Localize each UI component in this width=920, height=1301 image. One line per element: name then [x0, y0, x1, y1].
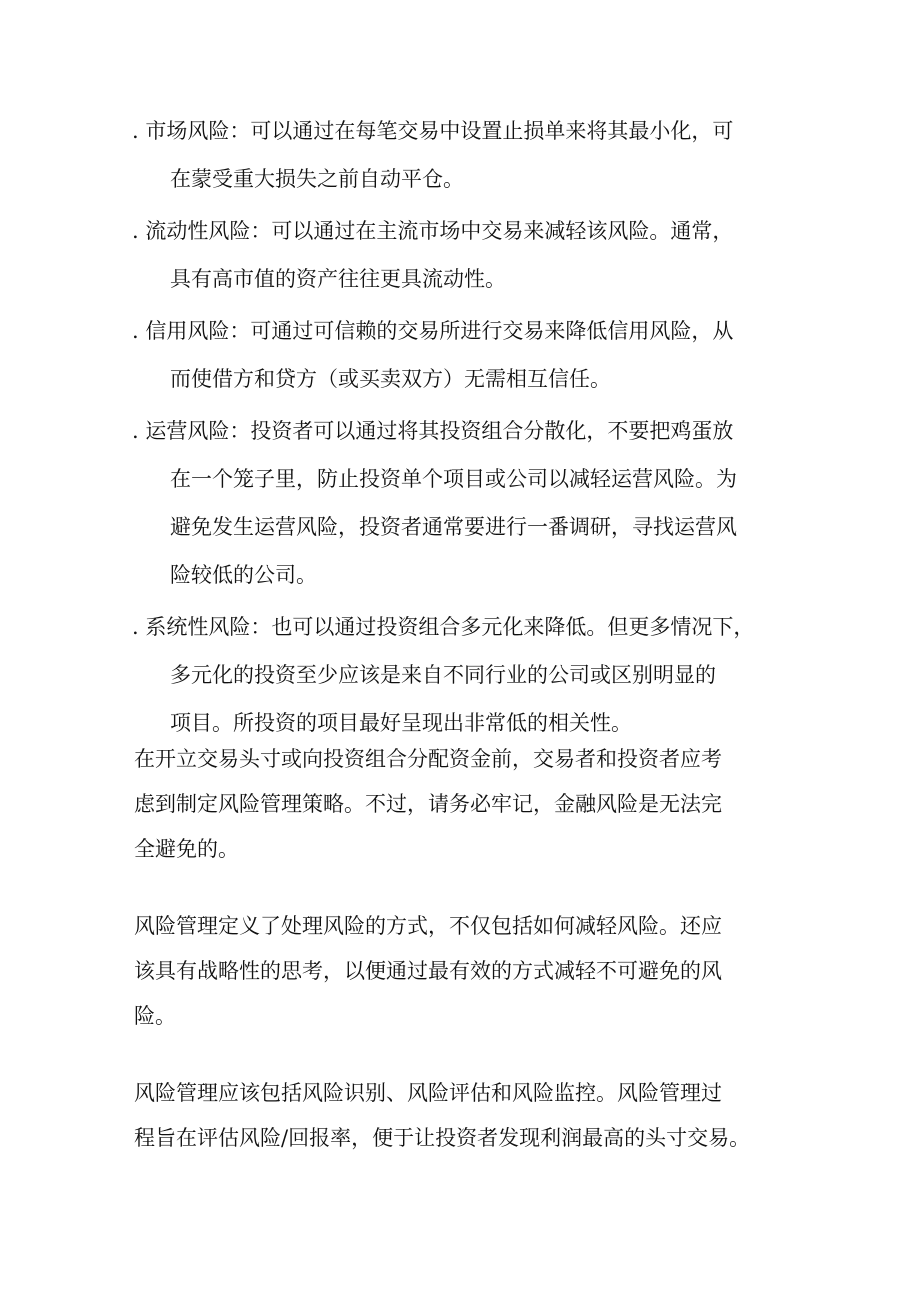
text-line: 具有高市值的资产往往更具流动性。: [170, 267, 506, 291]
text-line: 多元化的投资至少应该是来自不同行业的公司或区别明显的: [170, 663, 716, 687]
risk-item-systemic: [132, 603, 822, 747]
text-line: 在一个笼子里，防止投资单个项目或公司以减轻运营风险。为: [170, 467, 737, 491]
risk-item-operational: [132, 407, 822, 599]
risk-item-liquidity: [132, 207, 822, 303]
text-line: 项目。所投资的项目最好呈现出非常低的相关性。: [170, 711, 632, 735]
text-line: . 市场风险：可以通过在每笔交易中设置止损单来将其最小化，可: [132, 119, 734, 143]
text-line: . 系统性风险：也可以通过投资组合多元化来降低。但更多情况下，: [132, 615, 755, 639]
text-line: 避免发生运营风险，投资者通常要进行一番调研，寻找运营风: [170, 515, 737, 539]
text-line: 险。: [134, 1004, 176, 1028]
text-line: 而使借方和贷方（或买卖双方）无需相互信任。: [170, 367, 611, 391]
text-line: 全避免的。: [134, 837, 239, 861]
risk-list: [132, 107, 822, 751]
paragraph-strategy: [134, 737, 824, 872]
text-line: . 流动性风险：可以通过在主流市场中交易来减轻该风险。通常，: [132, 219, 734, 243]
text-line: . 信用风险：可通过可信赖的交易所进行交易来降低信用风险，从: [132, 319, 734, 343]
text-line: 风险管理定义了处理风险的方式，不仅包括如何减轻风险。还应: [134, 914, 722, 938]
risk-item-credit: [132, 307, 822, 403]
text-line: 程旨在评估风险/回报率，便于让投资者发现利润最高的头寸交易。: [134, 1126, 751, 1150]
text-line: 险较低的公司。: [170, 563, 317, 587]
paragraph-process: [134, 1071, 824, 1161]
body-paragraphs: [134, 737, 824, 1193]
text-line: . 运营风险：投资者可以通过将其投资组合分散化，不要把鸡蛋放: [132, 419, 734, 443]
text-line: 虑到制定风险管理策略。不过，请务必牢记，金融风险是无法完: [134, 792, 722, 816]
text-line: 该具有战略性的思考，以便通过最有效的方式减轻不可避免的风: [134, 959, 722, 983]
paragraph-definition: [134, 904, 824, 1039]
text-line: 在开立交易头寸或向投资组合分配资金前，交易者和投资者应考: [134, 747, 722, 771]
text-line: 风险管理应该包括风险识别、风险评估和风险监控。风险管理过: [134, 1081, 722, 1105]
text-line: 在蒙受重大损失之前自动平仓。: [170, 167, 464, 191]
risk-item-market: [132, 107, 822, 203]
